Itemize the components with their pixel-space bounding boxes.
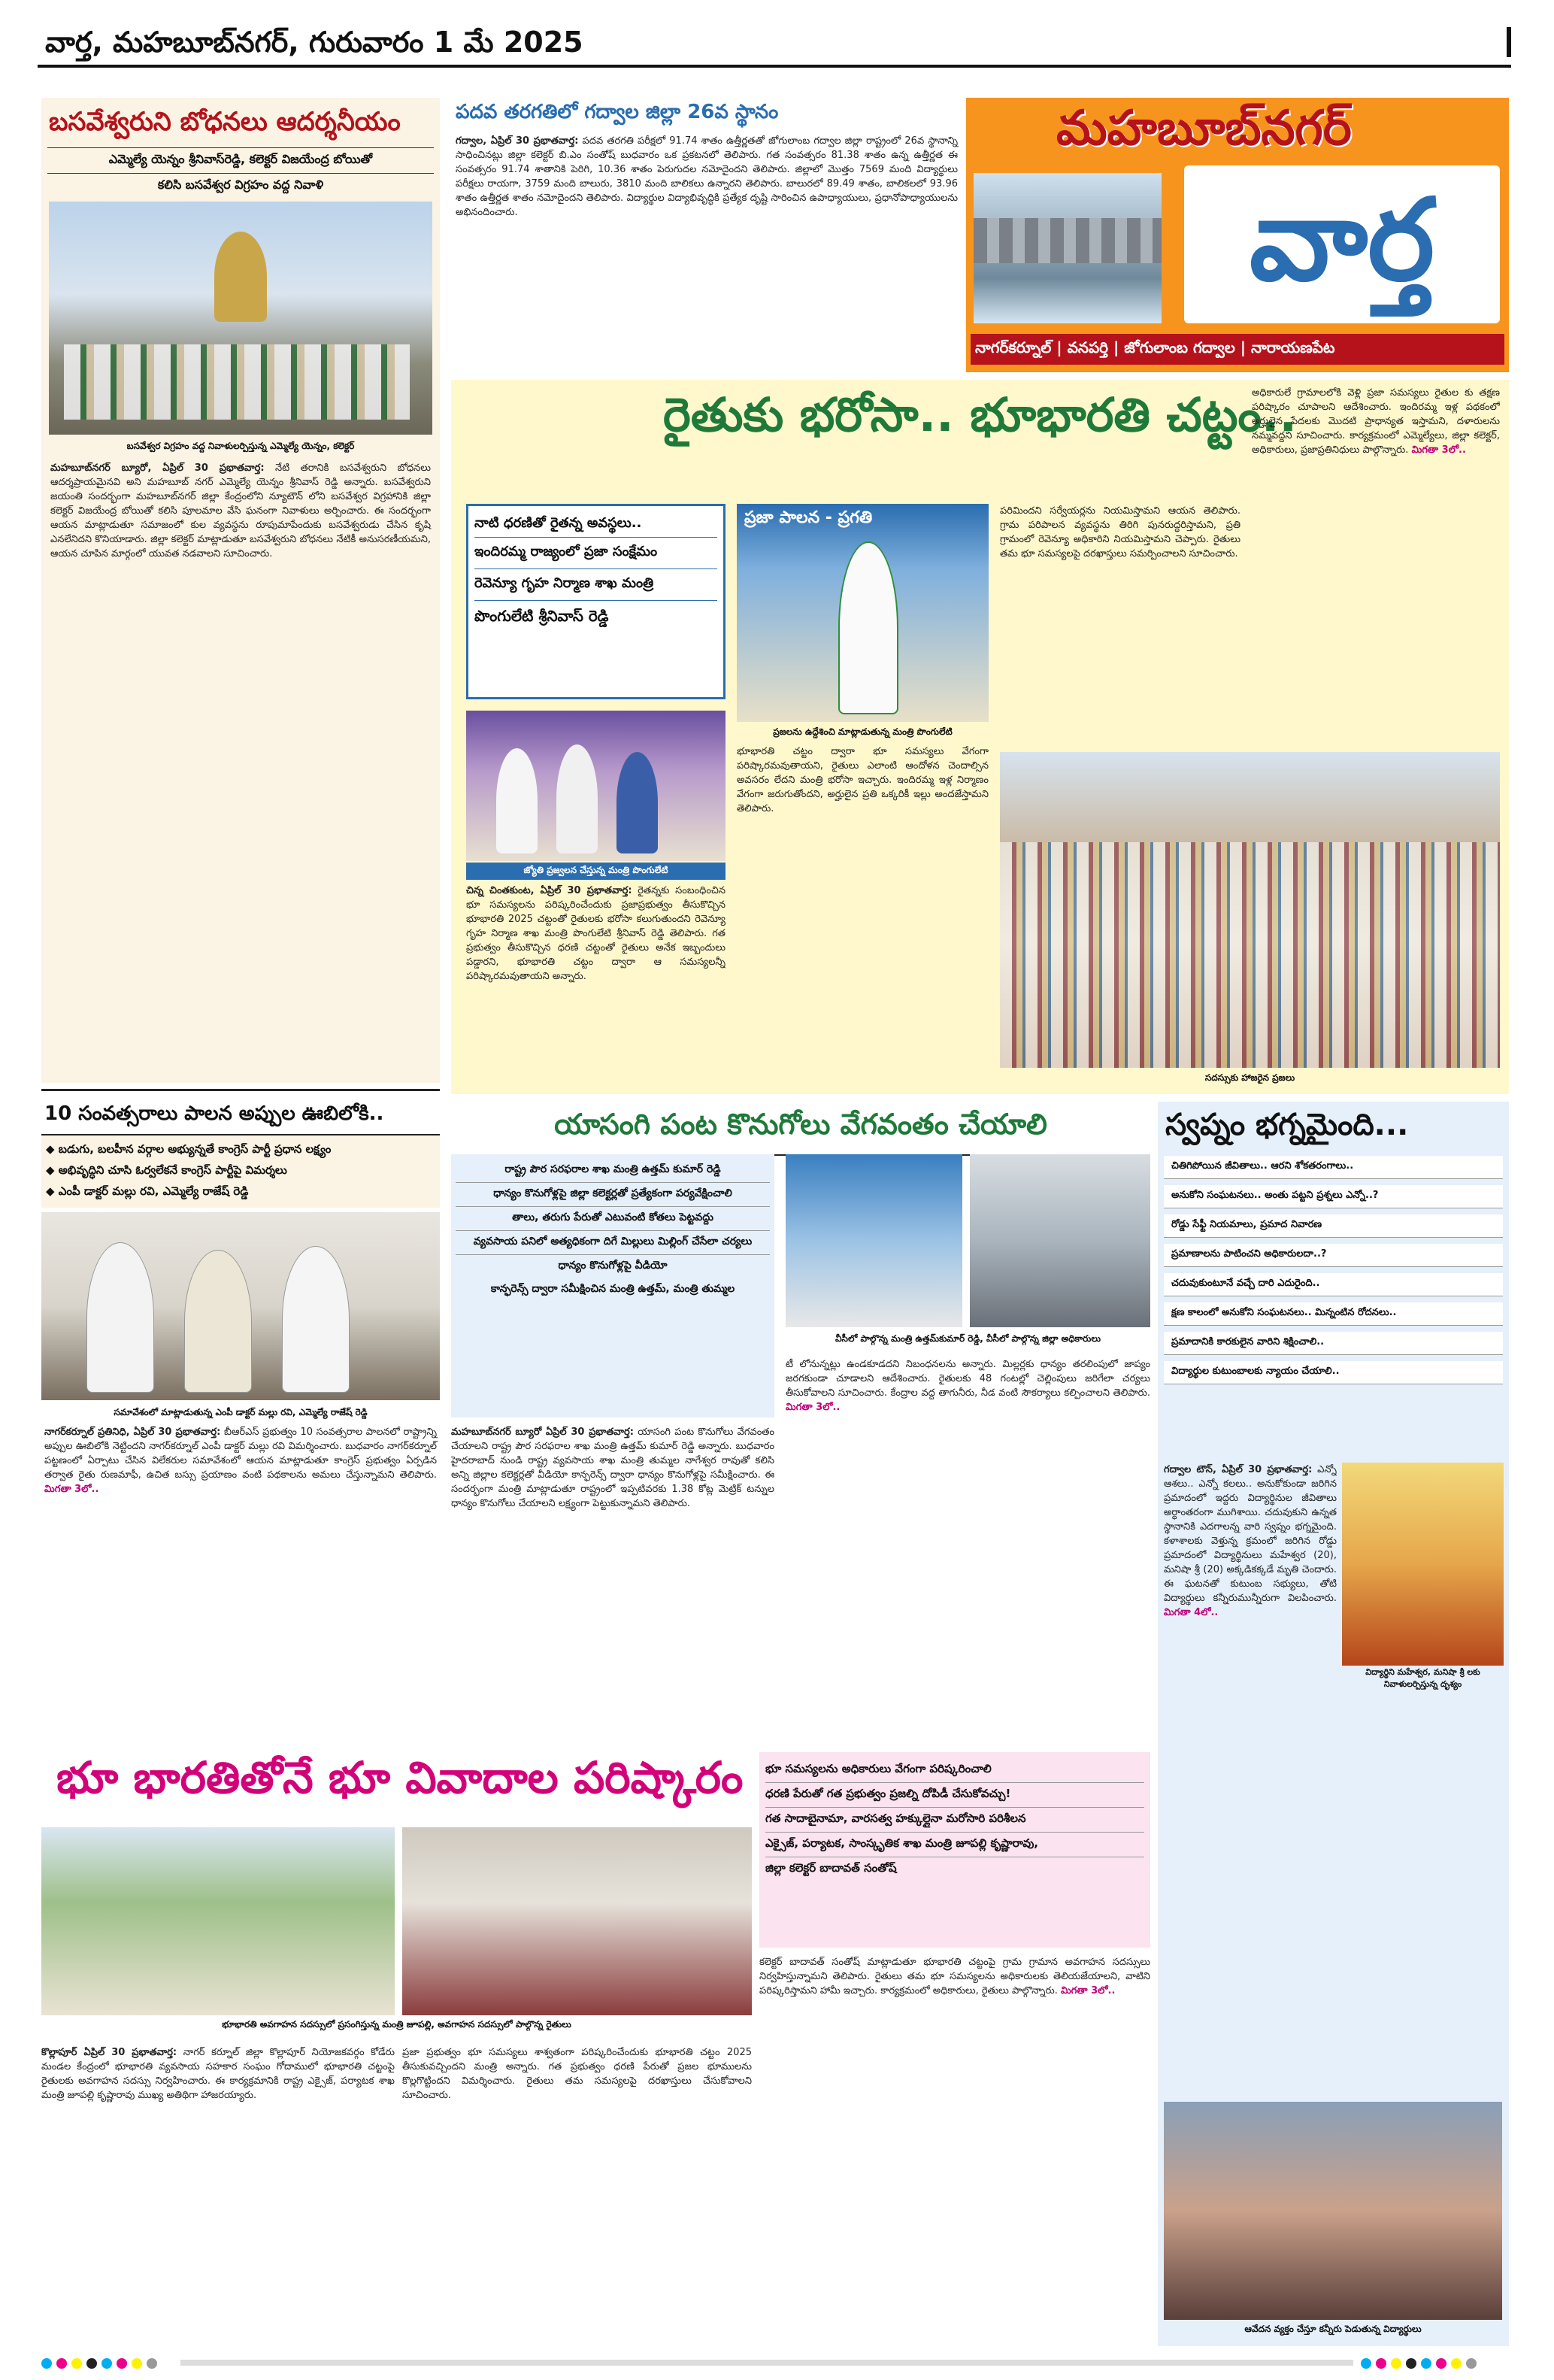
yasangi-photo1 <box>786 1154 962 1327</box>
statue-shape <box>214 232 267 322</box>
yasangi-sub5: ధాన్యం కొనుగోళ్లపై వీడియో <box>558 1260 668 1272</box>
tenyears-bullet3: ◆ ఎంపీ డాక్టర్ మల్లు రవి, ఎమ్మెల్యే రాజేష్ రెడ్డి <box>46 1184 249 1198</box>
person-shape <box>616 752 658 853</box>
tenyears-body: బీఆర్ఎస్ ప్రభుత్వం 10 సంవత్సరాల పాలనలో రాష్ట్రాన్ని అప్పుల ఊబిలోకి నెట్టిందని నాగర్‌కర్నూల్ ఎంపీ డాక్టర్ మల్లు రవి విమర్శించారు. బుధవారం నాగర్‌కర్నూల్ పట్టణంలో ఏర్పాటు చేసిన విలేకరుల సమావేశంలో ఆయన మాట్లాడుతూ కాంగ్రెస్ ప్రభుత్వం ఏర్పడిన తర్వాత రైతు రుణమాఫీ, ఉచిత బస్సు ప్రయాణం వంటి పథకాలను అమలు చేస్తున్నామని తెలిపారు. <box>44 1426 437 1481</box>
bhubharati-crowd-photo <box>1000 752 1500 1068</box>
yasangi-sub1: రాష్ట్ర పౌర సరఫరాల శాఖ మంత్రి ఉత్తమ్ కుమార్ రెడ్డి <box>456 1159 770 1183</box>
bhubharati-credit: మిగతా 3లో.. <box>1411 444 1466 456</box>
masthead-edition: మహబూబ్‌నగర్ <box>1056 101 1352 156</box>
tenyears-photo <box>41 1212 440 1400</box>
gadwal-article <box>451 98 962 372</box>
tenyears-credit: మిగతా 3లో.. <box>44 1484 99 1495</box>
yasangi-article <box>451 1102 1150 1745</box>
bhubharati-headline: రైతుకు భరోసా.. భూభారతి చట్టం.. <box>662 387 1298 442</box>
yasangi-body1-wrap <box>451 1425 774 1741</box>
swapnam-article <box>1158 1102 1509 2346</box>
gadwal-body-wrap <box>451 131 962 371</box>
bhubharati-body1-wrap <box>466 884 726 1087</box>
bhubharati-box3: రెవెన్యూ గృహ నిర్మాణ శాఖ మంత్రి <box>474 569 717 601</box>
bhudispute-box5: జిల్లా కలెక్టర్ బాదావత్ సంతోష్ <box>765 1861 897 1875</box>
swapnam-credit: మిగతా 4లో.. <box>1164 1607 1219 1618</box>
swapnam-dateline: గద్వాల టౌన్, ఏప్రిల్ 30 ప్రభాతవార్త: <box>1164 1464 1313 1475</box>
swapnam-photo1 <box>1342 1463 1504 1666</box>
yasangi-body1: యాసంగి పంట కొనుగోలు వేగవంతం చేయాలని రాష్ట్ర పౌర సరఫరాల శాఖ మంత్రి ఉత్తమ్ కుమార్ రెడ్డి అన్నారు. బుధవారం హైదరాబాద్ నుండి రాష్ట్ర వ్యవసాయ శాఖ మంత్రి తుమ్మల నాగేశ్వర రావుతో కలిసి అన్ని జిల్లాల కలెక్టర్లతో వీడియో కాన్ఫరెన్స్ ద్వారా ధాన్యం కొనుగోళ్లపై సమీక్షించారు. ఈ సందర్భంగా మంత్రి మాట్లాడుతూ రాష్ట్రంలో ఇప్పటివరకు 1.38 కోట్ల మెట్రిక్ టన్నుల ధాన్యం కొనుగోలు చేయాలని లక్ష్యంగా పెట్టుకున్నామని తెలిపారు. <box>451 1426 774 1509</box>
person-shape <box>86 1242 154 1393</box>
masthead-brand: వార్త <box>1184 165 1500 323</box>
bhudispute-box4: ఎక్సైజ్, పర్యాటక, సాంస్కృతిక శాఖ మంత్రి జూపల్లి కృష్ణారావు, <box>765 1833 1144 1857</box>
swapnam-caption1: విద్యార్థిని మహేశ్వర, మనిషా శ్రీ లకు నివాళులర్పిస్తున్న దృశ్యం <box>1365 1667 1480 1689</box>
gadwal-headline: పదవ తరగతిలో గద్వాల జిల్లా 26వ స్థానం <box>456 101 779 123</box>
bhubharati-caption2: ప్రజలను ఉద్దేశించి మాట్లాడుతున్న మంత్రి పొంగులేటి <box>773 726 953 737</box>
basaveshwara-headline: బసవేశ్వరుని బోధనలు ఆదర్శనీయం <box>49 107 401 137</box>
bhudispute-body3: కలెక్టర్ బాదావత్ సంతోష్ మాట్లాడుతూ భూభారతి చట్టంపై గ్రామ గ్రామాన అవగాహన సదస్సులు నిర్వహిస్తున్నామని తెలిపారు. రైతులు తమ భూ సమస్యలను అధికారులకు తెలియజేయాలని, వాటిని పరిష్కరిస్తామని హామీ ఇచ్చారు. కార్యక్రమంలో అధికారులు, రైతులు పాల్గొన్నారు. <box>759 1957 1150 1996</box>
bhudispute-article <box>41 1752 1150 2346</box>
tenyears-body-wrap <box>41 1422 440 1648</box>
bhubharati-article <box>451 380 1509 1094</box>
swapnam-item: అనుకోని సంఘటనలు.. అంతు పట్టని ప్రశ్నలు ఎన్నో..? <box>1164 1185 1503 1208</box>
bhudispute-photo2 <box>402 1827 752 2015</box>
swapnam-caption2: ఆవేదన వ్యక్తం చేస్తూ కన్నీరు పెడుతున్న విద్యార్థులు <box>1244 2324 1422 2334</box>
swapnam-item: ప్రమాణాలను పాటించని అధికారులదా..? <box>1164 1244 1503 1267</box>
bhudispute-body1-wrap <box>41 2045 395 2346</box>
bhudispute-box <box>759 1752 1150 1948</box>
basaveshwara-body-wrap <box>41 456 440 1028</box>
basaveshwara-caption: బసవేశ్వర విగ్రహం వద్ద నివాళులర్పిస్తున్న ఎమ్మెల్యే యెన్నం, కలెక్టర్ <box>126 441 355 451</box>
dam-shape <box>974 218 1162 263</box>
person-shape <box>184 1250 252 1393</box>
masthead-districts: నాగర్‌కర్నూల్ | వనపర్తి | జోగులాంబ గద్వాల | నారాయణపేట <box>971 334 1504 365</box>
basaveshwara-body: నేటి తరానికి బసవేశ్వరుని బోధనలు ఆదర్శప్రాయమైనవి అని మహబూబ్ నగర్ ఎమ్మెల్యే యెన్నం శ్రీనివాస్ రెడ్డి అన్నారు. బసవేశ్వరుని జయంతి సందర్భంగా మహబూబ్‌నగర్ జిల్లా కేంద్రంలోని న్యూటౌన్ లోని బసవేశ్వర విగ్రహానికి జిల్లా కలెక్టర్ విజయేంద్ర బోయితో కలిసి పూలమాల వేసి ఘనంగా నివాళులు అర్పించారు. ఈ సందర్భంగా ఆయన మాట్లాడుతూ సమాజంలో కుల వ్యవస్థను రూపుమాపేందుకు బసవేశ్వరుడు చేసిన కృషి ఎనలేనిదని కొనియాడారు. జిల్లా కలెక్టర్ మాట్లాడుతూ బసవేశ్వరుని బోధనలు నేటికీ అనుసరణీయమని, ఆయన చూపిన మార్గంలో యువత నడవాలని సూచించారు. <box>50 462 431 559</box>
bhudispute-body3-wrap <box>759 1955 1150 2346</box>
crowd-shape <box>64 344 410 420</box>
crowd-shape <box>1000 842 1500 1068</box>
yasangi-photo2 <box>970 1154 1150 1327</box>
swapnam-headline: స్వప్నం భగ్నమైంది... <box>1165 1108 1409 1142</box>
bhudispute-body2-wrap <box>402 2045 752 2346</box>
bhubharati-body2-wrap <box>1000 504 1240 744</box>
yasangi-subs <box>451 1154 774 1417</box>
print-rule <box>180 2360 1353 2366</box>
swapnam-items <box>1158 1156 1509 1384</box>
gadwal-dateline: గద్వాల, ఏప్రిల్ 30 ప్రభాతవార్త: <box>456 135 579 147</box>
speaker-shape <box>838 541 898 714</box>
swapnam-item: చితిగిపోయిన జీవితాలు.. ఆరని శోకతరంగాలు.. <box>1164 1156 1503 1179</box>
bhudispute-box3: గత సాదాబైనామా, వారసత్వ హక్కుల్లైనా మరోసారి పరిశీలన <box>765 1808 1144 1833</box>
bhudispute-headline: భూ భారతితోనే భూ వివాదాల పరిష్కారం <box>56 1752 744 1803</box>
page-header-text: వార్త, మహబూబ్‌నగర్, గురువారం 1 మే 2025 <box>45 26 583 59</box>
bhudispute-body1: నాగర్ కర్నూల్ జిల్లా కొల్లాపూర్ నియోజకవర్గం కోడేరు మండల కేంద్రంలో భూభారతి వ్యవసాయ సహకార సంఘం గోదాములో భూభారతి చట్టంపై రైతులకు అవగాహన సదస్సు నిర్వహించారు. ఈ కార్యక్రమానికి రాష్ట్ర ఎక్సైజ్, పర్యాటక శాఖ మంత్రి జూపల్లి కృష్ణారావు ముఖ్య అతిథిగా హాజరయ్యారు. <box>41 2047 395 2101</box>
yasangi-sub6: కాన్ఫరెన్స్ ద్వారా సమీక్షించిన మంత్రి ఉత్తమ్, మంత్రి తుమ్మల <box>490 1283 735 1295</box>
basaveshwara-sub2: కలిసి బసవేశ్వర విగ్రహం వద్ద నివాళి <box>157 177 324 192</box>
masthead <box>966 98 1509 372</box>
bhudispute-box1: భూ సమస్యలను అధికారులు వేగంగా పరిష్కరించాలి <box>765 1758 1144 1783</box>
bhubharati-box <box>466 504 726 699</box>
bhubharati-body4-wrap <box>1252 380 1500 733</box>
yasangi-caption: వీసీలో పాల్గొన్న మంత్రి ఉత్తమ్‌కుమార్ రెడ్డి, వీసీలో పాల్గొన్న జిల్లా అధికారులు <box>835 1333 1101 1344</box>
print-marks-right <box>1361 2357 1481 2372</box>
yasangi-credit: మిగతా 3లో.. <box>786 1402 841 1413</box>
basaveshwara-dateline: మహబూబ్‌నగర్ బ్యూరో, ఏప్రిల్ 30 ప్రభాతవార్త: <box>50 462 265 474</box>
bhubharati-body4: అధికారులే గ్రామాలలోకి వెళ్లి ప్రజా సమస్యలు రైతుల కు తక్షణ పరిష్కారం చూపాలని ఆదేశించారు. ఇందిరమ్మ ఇళ్ల పథకంలో అర్హులైన పేదలకు మొదటి ప్రాధాన్యత ఇస్తామని, దళారులను నమ్మవద్దని సూచించారు. కార్యక్రమంలో ఎమ్మెల్యేలు, జిల్లా కలెక్టర్, అధికారులు, ప్రజాప్రతినిధులు పాల్గొన్నారు. <box>1252 387 1500 456</box>
basaveshwara-sub1: ఎమ్మెల్యే యెన్నం శ్రీనివాస్‌రెడ్డి, కలెక్టర్ విజయేంద్ర బోయితో <box>47 147 434 174</box>
tenyears-article <box>41 1098 440 1647</box>
bhudispute-credit: మిగతా 3లో.. <box>1061 1985 1116 1996</box>
person-shape <box>496 748 538 853</box>
yasangi-sub4: వ్యవసాయ పనిలో అత్యధికంగా దిగే మిల్లులు మిల్లింగ్ చేసేలా చర్యలు <box>456 1231 770 1255</box>
swapnam-item: క్షణ కాలంలో అనుకోని సంఘటనలు.. మిన్నంటిన రోదనలు.. <box>1164 1302 1503 1326</box>
bhudispute-box2: ధరణి పేరుతో గత ప్రభుత్వం ప్రజల్ని దోపిడీ చేసుకోవచ్చు! <box>765 1783 1144 1808</box>
bhubharati-body3-wrap <box>737 744 989 1087</box>
bhudispute-body2: ప్రజా ప్రభుత్వం భూ సమస్యలు శాశ్వతంగా పరిష్కరించేందుకు భూభారతి చట్టం 2025 తీసుకువచ్చిందని మంత్రి అన్నారు. గత ప్రభుత్వం ధరణి పేరుతో ప్రజల భూములను కొల్లగొట్టిందని విమర్శించారు. రైతులు తమ సమస్యలపై దరఖాస్తులు చేసుకోవాలని సూచించారు. <box>402 2047 752 2101</box>
bhubharati-caption1: జ్యోతి ప్రజ్వలన చేస్తున్న మంత్రి పొంగులేటి <box>466 863 726 880</box>
bhubharati-body2: పరిమిందని సర్వేయర్లను నియమిస్తామని ఆయన తెలిపారు. గ్రామ పరిపాలన వ్యవస్థను తిరిగి పునరుద్ధరిస్తామని, ప్రతి గ్రామంలో రెవెన్యూ అధికారిని నియమిస్తామని చెప్పారు. రైతులు తమ భూ సమస్యలపై దరఖాస్తులు సమర్పించాలని సూచించారు. <box>1000 505 1240 559</box>
bhudispute-photo1 <box>41 1827 395 2015</box>
divider <box>41 1089 440 1091</box>
yasangi-body2-wrap <box>786 1357 1150 1741</box>
swapnam-body-wrap <box>1164 1463 1337 2094</box>
page-header <box>38 15 1511 68</box>
yasangi-dateline: మహబూబ్‌నగర్ బ్యూరో ఏప్రిల్ 30 ప్రభాతవార్త: <box>451 1426 634 1438</box>
tenyears-headline: 10 సంవత్సరాలు పాలన అప్పుల ఊబిలోకి.. <box>41 1098 440 1135</box>
basaveshwara-article <box>41 98 440 1083</box>
swapnam-photo2 <box>1164 2102 1502 2320</box>
tenyears-bullet1: ◆ బడుగు, బలహీన వర్గాల అభ్యున్నతే కాంగ్రెస్ పార్టీ ప్రధాన లక్ష్యం <box>46 1142 332 1156</box>
person-shape <box>282 1246 350 1393</box>
swapnam-item: ప్రమాదానికి కారకులైన వారిని శిక్షించాలి.. <box>1164 1332 1503 1355</box>
bhudispute-dateline: కొల్లాపూర్ ఏప్రిల్ 30 ప్రభాతవార్త: <box>41 2047 177 2058</box>
bhubharati-photo1 <box>466 711 726 861</box>
bhubharati-box2: ఇందిరమ్మ రాజ్యంలో ప్రజా సంక్షేమం <box>474 538 717 569</box>
yasangi-headline: యాసంగి పంట కొనుగోలు వేగవంతం చేయాలి <box>451 1102 1150 1156</box>
person-shape <box>556 744 598 853</box>
bhubharati-dateline: చిన్న చింతకుంట, ఏప్రిల్ 30 ప్రభాతవార్త: <box>466 885 632 896</box>
yasangi-body2: టీ లోనున్నట్లు ఉండకూడదని నిబంధనలను అన్నారు. మిల్లర్లకు ధాన్యం తరలింపులో జాప్యం జరగకుండా చూడాలని ఆదేశించారు. రైతులకు 48 గంటల్లో చెల్లింపులు జరిగేలా చర్యలు తీసుకోవాలని సూచించారు. కేంద్రాల వద్ద తాగునీరు, నీడ వంటి సౌకర్యాలు కల్పించాలని తెలిపారు. <box>786 1359 1150 1399</box>
header-bar <box>1507 27 1511 57</box>
yasangi-sub3: తాలు, తరుగు పేరుతో ఎటువంటి కోతలు పెట్టవద్దు <box>456 1207 770 1231</box>
bhubharati-photo2 <box>737 504 989 722</box>
swapnam-item: చదువుకుంటూనే వచ్చే దారి ఎదురైంది.. <box>1164 1273 1503 1296</box>
masthead-photo <box>974 173 1162 323</box>
tenyears-dateline: నాగర్‌కర్నూల్ ప్రతినిధి, ఏప్రిల్ 30 ప్రభాతవార్త: <box>44 1426 221 1438</box>
bhudispute-caption: భూభారతి అవగాహన సదస్సులో ప్రసంగిస్తున్న మంత్రి జూపల్లి, అవగాహన సదస్సులో పాల్గొన్న రైతులు <box>222 2019 571 2030</box>
bhubharati-body1: రైతన్నకు సంబంధించిన భూ సమస్యలను పరిష్కరించేందుకు ప్రజాప్రభుత్వం తీసుకొచ్చిన భూభారతి 2025 చట్టంతో రైతులకు భరోసా కలుగుతుందని రెవెన్యూ గృహ నిర్మాణ శాఖ మంత్రి పొంగులేటి శ్రీనివాస్ రెడ్డి తెలిపారు. గత ప్రభుత్వం తీసుకొచ్చిన ధరణి చట్టంతో రైతులు అనేక ఇబ్బందులు పడ్డారని, భూభారతి చట్టం ద్వారా ఆ సమస్యలన్నీ పరిష్కారమవుతాయని అన్నారు. <box>466 885 726 982</box>
basaveshwara-photo <box>49 202 432 435</box>
gadwal-body: పదవ తరగతి పరీక్షలో 91.74 శాతం ఉత్తీర్ణతతో జోగులాంబ గద్వాల జిల్లా రాష్ట్రంలో 26వ స్థానాన్ని సాధించినట్లు జిల్లా కలెక్టర్ బి.ఎం సంతోష్ బుధవారం ఒక ప్రకటనలో తెలిపారు. గత సంవత్సరం 81.38 శాతం ఉన్న ఉత్తీర్ణత ఈ సంవత్సరం 91.74 శాతానికి పెరిగి, 10.36 శాతం పెరుగుదల నమోదైందని తెలిపారు. జిల్లాలో మొత్తం 7569 మంది విద్యార్థులు పరీక్షలు రాయగా, 3759 మంది బాలురు, 3810 మంది బాలికలు ఉన్నారని తెలిపారు. బాలురలో 89.49 శాతం, బాలికలలో 93.96 శాతం ఉత్తీర్ణత శాతం నమోదైందని తెలిపారు. విద్యార్థుల విద్యాభివృద్ధికి ప్రత్యేక దృష్టి సారించిన ఉపాధ్యాయులు, ప్రధానోపాధ్యాయులను అభినందించారు. <box>456 135 958 218</box>
bhubharati-caption3: సదస్సుకు హాజరైన ప్రజలు <box>1204 1072 1295 1083</box>
bhubharati-box4: పొంగులేటి శ్రీనివాస్ రెడ్డి <box>474 607 609 625</box>
swapnam-body: ఎన్నో ఆశలు.. ఎన్నో కలలు.. అనుకోకుండా జరిగిన ప్రమాదంలో ఇద్దరు విద్యార్థినుల జీవితాలు అర్ధాంతరంగా ముగిశాయి. చదువుకుని ఉన్నత స్థానానికి ఎదగాలన్న వారి స్వప్నం భగ్నమైంది. కళాశాలకు వెళ్తున్న క్రమంలో జరిగిన రోడ్డు ప్రమాదంలో విద్యార్థినులు మహేశ్వర (20), మనిషా శ్రీ (20) అక్కడికక్కడే మృతి చెందారు. ఈ ఘటనతో కుటుంబ సభ్యులు, తోటి విద్యార్థులు కన్నీరుమున్నీరుగా విలపించారు. <box>1164 1464 1337 1604</box>
yasangi-sub2: ధాన్యం కొనుగోళ్లపై జిల్లా కలెక్టర్లతో ప్రత్యేకంగా పర్యవేక్షించాలి <box>456 1183 770 1207</box>
swapnam-item: విద్యార్థుల కుటుంబాలకు న్యాయం చేయాలి.. <box>1164 1361 1503 1384</box>
print-marks-left <box>41 2357 162 2372</box>
bhubharati-body3: భూభారతి చట్టం ద్వారా భూ సమస్యలు వేగంగా పరిష్కారమవుతాయని, రైతులు ఎలాంటి ఆందోళన చెందాల్సిన అవసరం లేదని మంత్రి భరోసా ఇచ్చారు. ఇందిరమ్మ ఇళ్ల నిర్మాణం వేగంగా జరుగుతోందని, అర్హులైన ప్రతి ఒక్కరికీ ఇల్లు అందజేస్తామని తెలిపారు. <box>737 746 989 814</box>
bhubharati-box1: నాటి ధరణితో రైతన్న అవస్థలు.. <box>474 512 717 538</box>
swapnam-item: రోడ్డు సేఫ్టీ నియమాలు, ప్రమాద నివారణ <box>1164 1214 1503 1238</box>
tenyears-bullet2: ◆ అభివృద్ధిని చూసి ఓర్వలేకనే కాంగ్రెస్ పార్టీపై విమర్శలు <box>46 1163 287 1177</box>
bhubharati-banner: ప్రజా పాలన - ప్రగతి <box>744 508 873 527</box>
tenyears-caption: సమావేశంలో మాట్లాడుతున్న ఎంపీ డాక్టర్ మల్లు రవి, ఎమ్మెల్యే రాజేష్ రెడ్డి <box>114 1407 368 1417</box>
